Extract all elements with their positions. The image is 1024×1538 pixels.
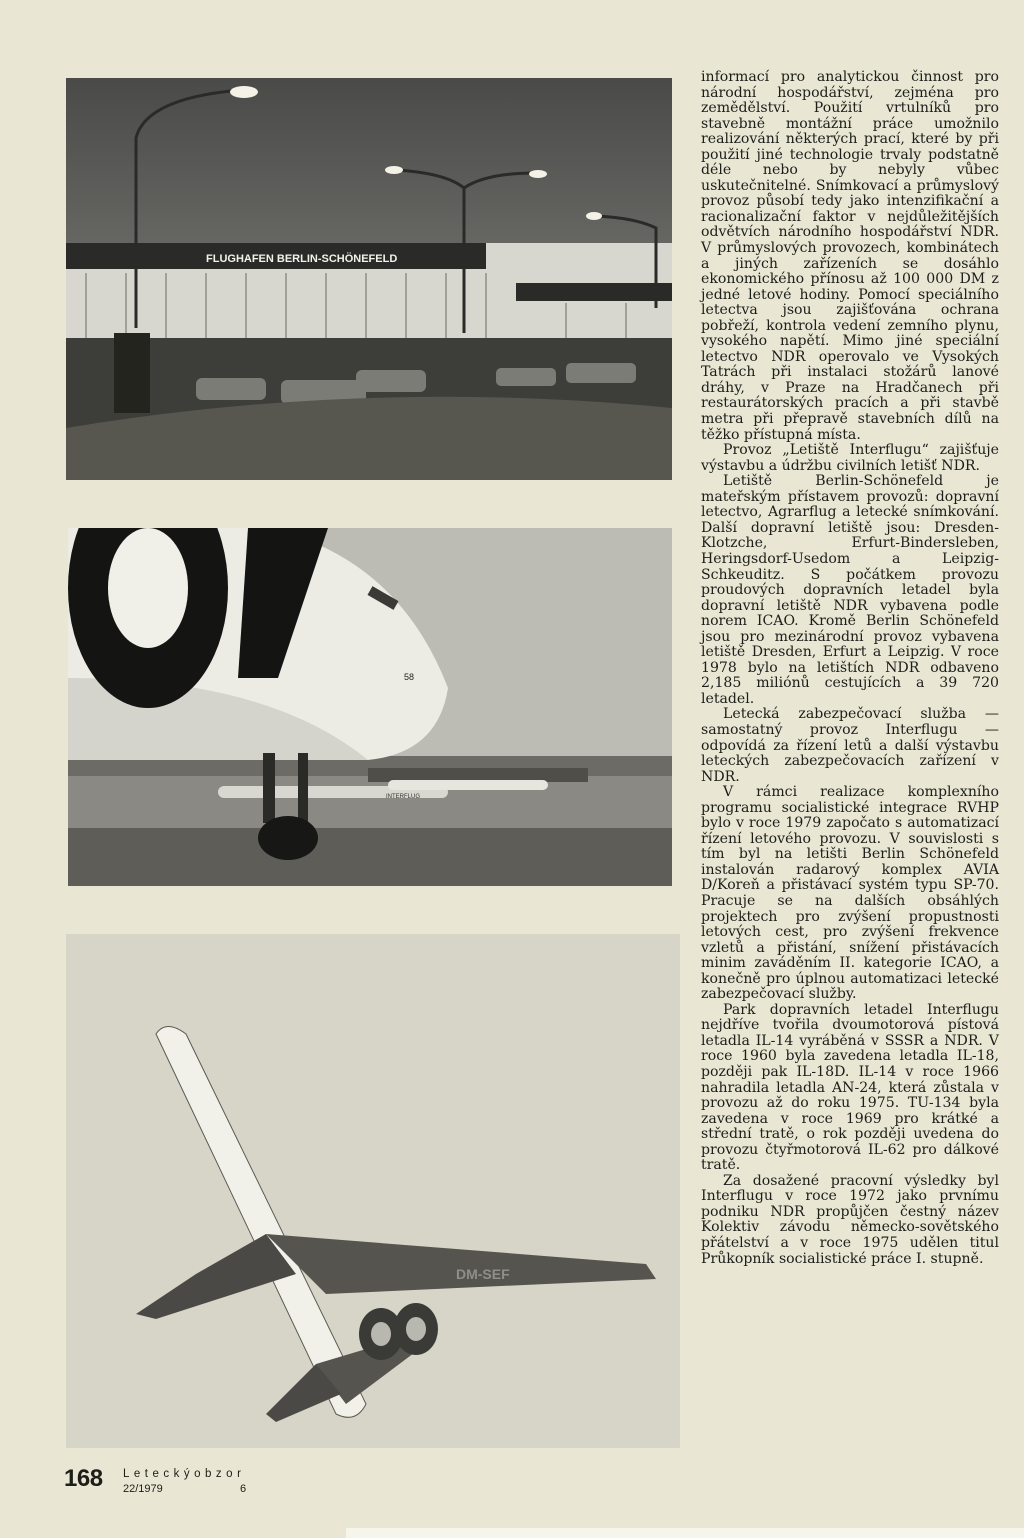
article-paragraph: Park dopravních letadel Interflugu nejdříve tvořila dvoumotorová pístová letadla IL-14 vyráběná v SSSR a NDR. V roce 1960 byla zavedena letadla IL-18, později pak IL-18D. IL-14 v roce 1966 nahradila letadla AN-24, která zůstala v provozu až do roku 1975. TU-134 byla zavedena v roce 1969 pro krátké a střední tratě, o rok později uvedena do provozu čtyřmotorová IL-62 pro dálkové tratě. [701, 1001, 999, 1174]
article-paragraph: Letiště Berlin-Schönefeld je mateřským přístavem provozů: dopravní letectvo, Agrarflug a letecké snímkování. Další dopravní letiště jsou: Dresden-Klotzche, Erfurt-Bindersleben, Heringsdorf-Usedom a Leipzig-Schkeuditz. S počátkem provozu proudových dopravních letadel byla dopravní letiště NDR vybavena podle norem ICAO. Kromě Berlin Schönefeld jsou pro mezinárodní provoz vybavena letiště Dresden, Erfurt a Leipzig. V roce 1978 bylo na letištích NDR odbaveno 2,185 miliónů cestujících a 39 720 letadel. [701, 473, 999, 707]
article-paragraph: Provoz „Letiště Interflugu“ zajišťuje výstavbu a údržbu civilních letišť NDR. [701, 442, 999, 474]
aircraft-tail-mark: 58 [404, 672, 415, 682]
issue-page-index: 6 [240, 1483, 247, 1495]
airliner-flight-photo [66, 934, 680, 1448]
terminal-sign: FLUGHAFEN BERLIN-SCHÖNEFELD [206, 253, 398, 265]
page-number: 168 [64, 1465, 103, 1492]
article-paragraph: V rámci realizace komplexního programu socialistické integrace RVHP bylo v roce 1979 započato s automatizací řízení letového provozu. V souvislosti s tím byl na letišti Berlin Schönefeld instalován radarový komplex AVIA D/Koreň a přistávací systém typu SP-70. Pracuje se na dalších obsáhlých projektech pro zvýšení propustnosti letových cest, pro zvýšení frekvence vzletů a přistání, snížení přistávacích minim zaváděním II. kategorie ICAO, a konečně pro úplnou automatizaci letecké zabezpečovací služby. [701, 784, 999, 1003]
scan-edge-strip [346, 1528, 1024, 1538]
interflug-lettering: INTERFLUG [386, 794, 421, 800]
article-text-column [701, 70, 999, 1267]
issue-number: 22/1979 [123, 1483, 163, 1495]
article-paragraph: informací pro analytickou činnost pro národní hospodářství, zejména pro zemědělství. Použití vrtulníků pro stavebně montážní práce umožnilo realizování některých prací, které by při použití jiné technologie trvaly podstatně déle nebo by nebyly vůbec uskutečnitelné. Snímkovací a průmyslový provoz působí tedy jako intenzifikační a racionalizační faktor v nejdůležitějších odvětvích národního hospodářství NDR. V průmyslových provozech, kombinátech a jiných zařízeních se dosáhlo ekonomického přínosu až 100 000 DM z jedné letové hodiny. Pomocí speciálního letectva jsou zajišťována ochrana pobřeží, kontrola vedení zemního plynu, vysokého napětí. Mimo jiné speciální letectvo NDR operovalo ve Vysokých Tatrách při instalaci stožárů lanové dráhy, v Praze na Hradčanech při restaurátorských pracích a při stavbě metra při přepravě stavebních dílů na těžko přístupná místa. [701, 69, 999, 443]
article-paragraph: Za dosažené pracovní výsledky byl Interflugu v roce 1972 jako prvnímu podniku NDR propůjčen čestný název Kolektiv závodu německo-sovětského přátelství a v roce 1975 udělen titul Průkopník socialistické práce I. stupně. [701, 1172, 999, 1267]
airport-terminal-photo [66, 78, 672, 480]
aircraft-registration: DM-SEF [456, 1266, 510, 1282]
magazine-title: Leteckýobzor [123, 1468, 246, 1480]
article-paragraph: Letecká zabezpečovací služba — samostatný provoz Interflugu — odpovídá za řízení letů a další výstavbu leteckých zabezpečovacích zařízení v NDR. [701, 706, 999, 785]
airliner-apron-photo [68, 528, 672, 886]
